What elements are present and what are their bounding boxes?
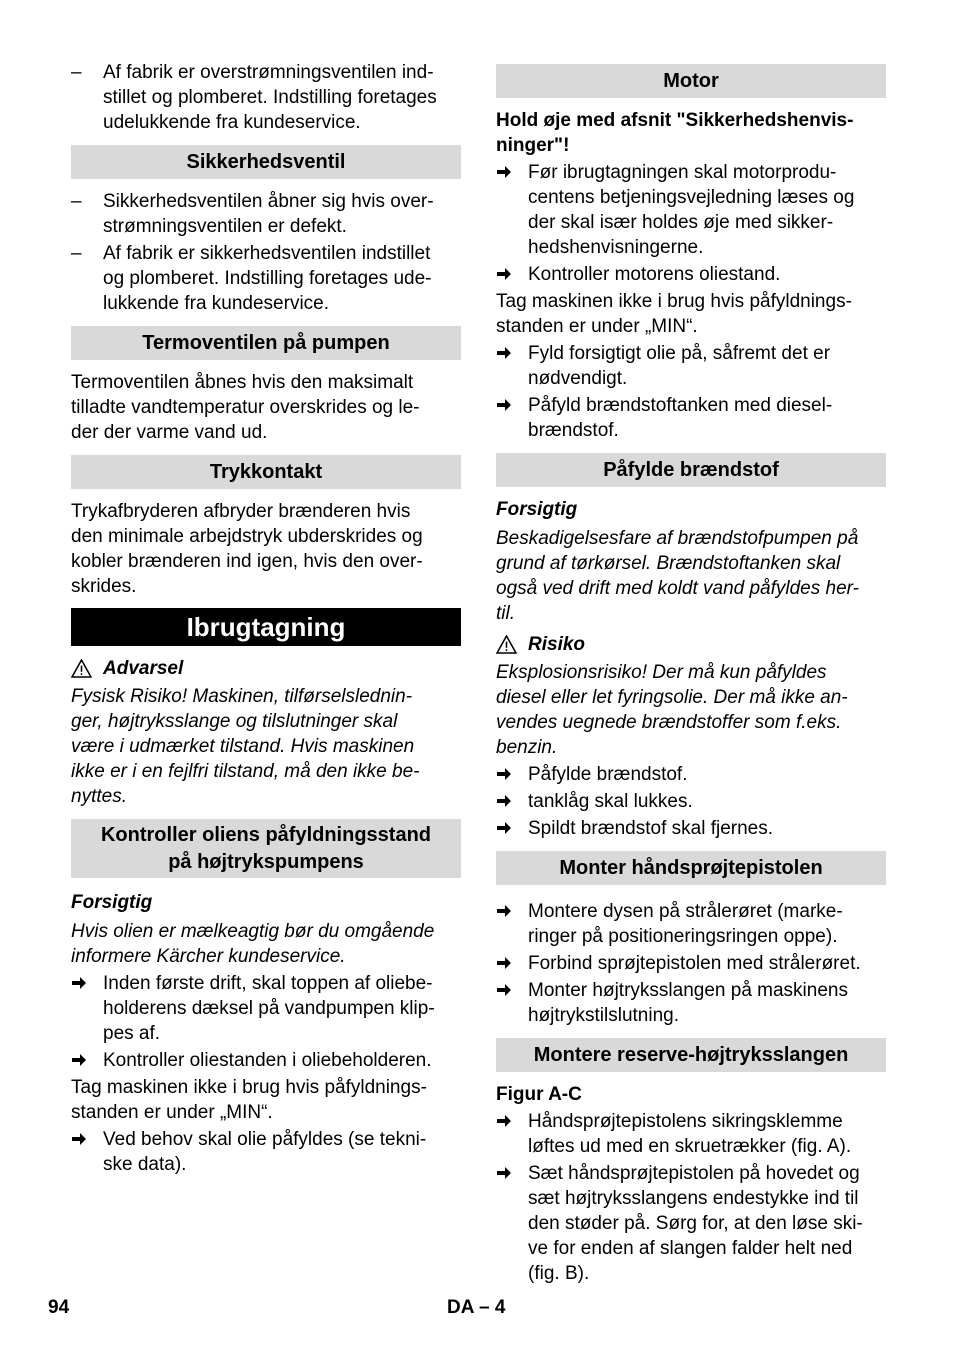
step-text: Sæt håndsprøjtepistolen på hovedet og sæt højtryksslangens endestykke ind til den støder på. Sørg for, at den løse ski- ve for enden af slangen falder helt ned (fig. B). <box>528 1163 863 1284</box>
step-item <box>496 393 886 443</box>
left-column <box>71 60 461 1177</box>
warning-label <box>71 656 461 681</box>
arrow-right-icon <box>496 164 512 180</box>
step-text: Montere dysen på strålerøret (marke- ringer på positioneringsringen oppe). <box>528 901 843 947</box>
figure-reference: Figur A-C <box>496 1084 582 1105</box>
dash-bullet: – <box>71 191 82 212</box>
caution-label: Forsigtig <box>496 499 578 520</box>
intro-text: Af fabrik er overstrømningsventilen ind- stillet og plomberet. Indstilling foretages udelukkende fra kundeservice. <box>103 62 437 133</box>
risk-text: Eksplosionsrisiko! Der må kun påfyldes diesel eller let fyringsolie. Der må ikke an- vendes uegnede brændstoffer som f.eks. benzin. <box>496 662 848 758</box>
arrow-right-icon <box>496 397 512 413</box>
risk-label <box>496 632 886 657</box>
arrow-right-icon <box>71 1131 87 1147</box>
bold-note: Hold øje med afsnit "Sikkerhedshenvis- ninger"! <box>496 110 854 156</box>
step-item <box>496 1161 886 1286</box>
step-text: Fyld forsigtigt olie på, såfremt det er nødvendigt. <box>528 343 831 389</box>
step-item <box>496 978 886 1028</box>
step-item <box>496 762 886 787</box>
step-item <box>496 899 886 949</box>
step-text: Inden første drift, skal toppen af oliebe- holderens dæksel på vandpumpen klip- pes af. <box>103 973 435 1044</box>
section-heading-spray-gun: Monter håndsprøjtepistolen <box>496 851 886 885</box>
paragraph: Trykafbryderen afbryder brænderen hvis den minimale arbejdstryk ubderskrides og kobler brænderen ind igen, hvis den over- skrides. <box>71 501 423 597</box>
paragraph: Termoventilen åbnes hvis den maksimalt tilladte vandtemperatur overskrides og le- der der varme vand ud. <box>71 372 420 443</box>
step-item <box>71 1127 461 1177</box>
section-heading-oil-check: Kontroller oliens påfyldningsstand på højtrykspumpens <box>71 819 461 878</box>
warning-label-text: Advarsel <box>103 658 184 679</box>
step-text: Før ibrugtagningen skal motorprodu- centens betjeningsvejledning læses og der skal især holdes øje med sikker- hedshenvisningerne. <box>528 162 855 258</box>
paragraph: Tag maskinen ikke i brug hvis påfyldnings- standen er under „MIN“. <box>71 1077 427 1123</box>
list-item <box>71 189 461 239</box>
arrow-right-icon <box>496 766 512 782</box>
step-item <box>71 1048 461 1073</box>
step-item <box>496 1109 886 1159</box>
list-item <box>71 241 461 316</box>
step-text: Håndsprøjtepistolens sikringsklemme løftes ud med en skruetrækker (fig. A). <box>528 1111 852 1157</box>
dash-bullet: – <box>71 62 82 83</box>
warning-triangle-icon <box>496 635 517 654</box>
language-page-label: DA – 4 <box>447 1297 506 1318</box>
step-item <box>71 971 461 1046</box>
caution-label: Forsigtig <box>71 892 153 913</box>
step-item <box>496 341 886 391</box>
arrow-right-icon <box>496 345 512 361</box>
right-column <box>496 60 886 1286</box>
step-text: Kontroller oliestanden i oliebeholderen. <box>103 1050 432 1071</box>
arrow-right-icon <box>496 903 512 919</box>
section-heading-refuel: Påfylde brændstof <box>496 453 886 487</box>
list-item <box>71 60 461 135</box>
list-item-text: Sikkerhedsventilen åbner sig hvis over- strømningsventilen er defekt. <box>103 191 434 237</box>
arrow-right-icon <box>496 1165 512 1181</box>
paragraph: Tag maskinen ikke i brug hvis påfyldnings- standen er under „MIN“. <box>496 291 852 337</box>
step-item <box>496 951 886 976</box>
dash-bullet: – <box>71 243 82 264</box>
warning-triangle-icon <box>71 659 92 678</box>
arrow-right-icon <box>496 1113 512 1129</box>
step-text: Kontroller motorens oliestand. <box>528 264 781 285</box>
arrow-right-icon <box>496 982 512 998</box>
arrow-right-icon <box>496 955 512 971</box>
risk-label-text: Risiko <box>528 634 586 655</box>
section-heading-safety-valve: Sikkerhedsventil <box>71 145 461 179</box>
arrow-right-icon <box>71 975 87 991</box>
section-heading-thermo-valve: Termoventilen på pumpen <box>71 326 461 360</box>
arrow-right-icon <box>71 1052 87 1068</box>
step-text: Påfylde brændstof. <box>528 764 688 785</box>
section-heading-pressure-switch: Trykkontakt <box>71 455 461 489</box>
chapter-heading-commissioning: Ibrugtagning <box>71 608 461 646</box>
warning-text: Fysisk Risiko! Maskinen, tilførselslednin- ger, højtryksslange og tilslutninger skal være i udmærket tilstand. Hvis maskinen ikke er i en fejlfri tilstand, må den ikke be- nyttes. <box>71 686 420 807</box>
page-number: 94 <box>48 1297 70 1318</box>
step-text: Forbind sprøjtepistolen med strålerøret. <box>528 953 861 974</box>
step-item <box>496 160 886 260</box>
list-item-text: Af fabrik er sikkerhedsventilen indstillet og plomberet. Indstilling foretages ude- lukkende fra kundeservice. <box>103 243 432 314</box>
step-item <box>496 789 886 814</box>
arrow-right-icon <box>496 793 512 809</box>
section-heading-spare-hose: Montere reserve-højtryksslangen <box>496 1038 886 1072</box>
step-text: Ved behov skal olie påfyldes (se tekni- ske data). <box>103 1129 427 1175</box>
step-text: Monter højtryksslangen på maskinens højtrykstilslutning. <box>528 980 848 1026</box>
step-text: tanklåg skal lukkes. <box>528 791 693 812</box>
caution-text: Hvis olien er mælkeagtig bør du omgående informere Kärcher kundeservice. <box>71 921 435 967</box>
step-item <box>496 262 886 287</box>
step-item <box>496 816 886 841</box>
arrow-right-icon <box>496 266 512 282</box>
step-text: Spildt brændstof skal fjernes. <box>528 818 774 839</box>
section-heading-motor: Motor <box>496 64 886 98</box>
step-text: Påfyld brændstoftanken med diesel- brændstof. <box>528 395 833 441</box>
caution-text: Beskadigelsesfare af brændstofpumpen på grund af tørkørsel. Brændstoftanken skal også ved drift med koldt vand påfyldes her- til. <box>496 528 859 624</box>
arrow-right-icon <box>496 820 512 836</box>
